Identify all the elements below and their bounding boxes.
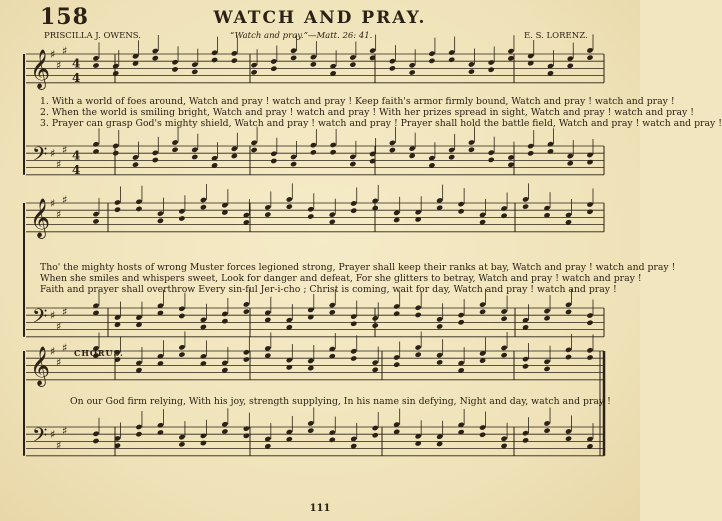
note-head (369, 47, 376, 53)
note-head (243, 349, 250, 355)
note-head (458, 208, 465, 214)
note-head (488, 67, 495, 73)
sharp-icon: ♯ (50, 345, 56, 358)
note-head (468, 147, 475, 153)
note-head (372, 322, 379, 328)
note-head (92, 141, 99, 147)
note-head (310, 142, 317, 148)
sharp-icon: ♯ (62, 143, 68, 157)
note-head (231, 153, 238, 159)
note-head (211, 57, 218, 63)
note-head (448, 57, 455, 63)
note-head (243, 433, 250, 439)
note-head (329, 219, 336, 225)
note-head (522, 196, 529, 202)
note-head (543, 315, 550, 321)
note-head (586, 159, 593, 165)
note-head (458, 201, 465, 207)
note-head (231, 57, 238, 63)
note-head (543, 359, 550, 365)
note-head (488, 59, 495, 65)
note-head (307, 427, 314, 433)
note-head (132, 161, 139, 167)
sharp-icon: ♯ (50, 197, 56, 210)
sharp-icon: ♯ (56, 58, 62, 72)
lyric-line: On our God firm relying, With his joy, strength supplying, In his name sin defying, Night and day, watch and pray ! (70, 396, 611, 407)
sharp-icon: ♯ (62, 44, 68, 58)
note-head (372, 432, 379, 438)
note-head (436, 316, 443, 322)
note-head (448, 49, 455, 55)
note-head (92, 431, 99, 437)
note-head (468, 61, 475, 67)
note-head (393, 311, 400, 317)
note-head (135, 424, 142, 430)
sharp-icon: ♯ (50, 428, 56, 442)
note-head (270, 158, 277, 164)
note-head (522, 430, 529, 436)
bass-clef-icon: 𝄢 (32, 304, 48, 333)
note-head (415, 344, 422, 350)
sharp-icon: ♯ (50, 48, 56, 61)
note-head (372, 315, 379, 321)
note-head (286, 203, 293, 209)
note-head (157, 210, 164, 216)
note-head (565, 435, 572, 441)
author-credit: PRISCILLA J. OWENS. (44, 31, 142, 41)
note-head (200, 433, 207, 439)
note-head (567, 160, 574, 166)
note-head (307, 206, 314, 212)
note-head (132, 154, 139, 160)
note-head (171, 139, 178, 145)
note-head (479, 424, 486, 430)
sharp-icon: ♯ (62, 193, 68, 207)
note-head (191, 61, 198, 67)
note-head (221, 421, 228, 427)
note-head (270, 65, 277, 71)
note-head (157, 422, 164, 428)
note-head (543, 366, 550, 372)
note-head (200, 197, 207, 203)
note-head (329, 302, 336, 308)
note-head (543, 420, 550, 426)
lyric-line: Faith and prayer shall overthrow Every sin-ful Jer-i-cho ; Christ is coming, wait for day, Watch and pray ! watch and pray ! (40, 284, 617, 295)
note-head (250, 140, 257, 146)
note-head (415, 305, 422, 311)
note-head (500, 443, 507, 449)
note-head (178, 313, 185, 319)
note-head (372, 367, 379, 373)
note-head (191, 147, 198, 153)
note-head (479, 301, 486, 307)
note-head (307, 213, 314, 219)
note-head (157, 429, 164, 435)
note-head (171, 59, 178, 65)
note-head (507, 48, 514, 54)
note-head (200, 360, 207, 366)
note-head (270, 151, 277, 157)
note-head (543, 308, 550, 314)
note-head (92, 218, 99, 224)
note-head (586, 47, 593, 53)
note-head (191, 69, 198, 75)
note-head (243, 356, 250, 362)
note-head (92, 148, 99, 154)
note-head (330, 149, 337, 155)
note-head (428, 58, 435, 64)
note-head (310, 61, 317, 67)
note-head (393, 361, 400, 367)
note-head (565, 309, 572, 315)
note-head (231, 50, 238, 56)
note-head (507, 154, 514, 160)
hymn-title: WATCH AND PRAY. (213, 8, 427, 28)
time-signature-bottom: 4 (72, 162, 81, 177)
note-head (448, 154, 455, 160)
time-signature-top: 4 (72, 148, 81, 163)
note-head (243, 308, 250, 314)
treble-clef-icon: 𝄞 (30, 345, 51, 386)
composer-credit: E. S. LORENZ. (524, 31, 588, 41)
note-head (211, 50, 218, 56)
note-head (114, 206, 121, 212)
note-head (307, 358, 314, 364)
note-head (479, 432, 486, 438)
note-head (507, 55, 514, 61)
note-head (500, 345, 507, 351)
note-head (290, 55, 297, 61)
treble-clef-icon: 𝄞 (30, 48, 51, 89)
note-head (479, 309, 486, 315)
note-head (350, 321, 357, 327)
note-head (152, 157, 159, 163)
note-head (436, 352, 443, 358)
note-head (290, 48, 297, 54)
note-head (135, 206, 142, 212)
note-head (307, 420, 314, 426)
note-head (586, 152, 593, 158)
chorus-label: CHORUS. (74, 348, 124, 358)
lyric-line: Tho' the mighty hosts of wrong Muster forces legioned strong, Prayer shall keep their ranks at bay, Watch and pray ! watch and pray ! (40, 262, 676, 273)
note-head (152, 55, 159, 61)
note-head (415, 351, 422, 357)
note-head (152, 150, 159, 156)
note-head (250, 69, 257, 75)
note-head (458, 312, 465, 318)
note-head (350, 348, 357, 354)
note-head (565, 347, 572, 353)
note-head (488, 149, 495, 155)
note-head (350, 207, 357, 213)
note-head (243, 425, 250, 431)
time-signature-top: 4 (72, 56, 81, 71)
sharp-icon: ♯ (56, 158, 62, 171)
lyric-line: 1. With a world of foes around, Watch and pray ! watch and pray ! Keep faith's armor firmly bound, Watch and pray ! watch and pray ! (40, 96, 675, 107)
sharp-icon: ♯ (56, 355, 62, 369)
note-head (372, 359, 379, 365)
sharp-icon: ♯ (62, 305, 68, 319)
note-head (586, 312, 593, 318)
note-head (415, 312, 422, 318)
note-head (527, 150, 534, 156)
lyric-line: 2. When the world is smiling bright, Watch and pray ! watch and pray ! With her prizes spread in sight, Watch and pray ! watch and pray ! (40, 107, 694, 118)
note-head (349, 61, 356, 67)
note-head (565, 354, 572, 360)
note-head (200, 440, 207, 446)
note-head (178, 344, 185, 350)
note-head (307, 365, 314, 371)
note-head (500, 205, 507, 211)
note-head (329, 211, 336, 217)
sharp-icon: ♯ (50, 309, 56, 323)
lyric-line: 3. Prayer can grasp God's mighty shield, Watch and pray ! watch and pray ! Prayer shall hold the battle field, Watch and pray ! watch and pray ! (40, 118, 722, 129)
note-head (178, 441, 185, 447)
note-head (178, 306, 185, 312)
note-head (393, 303, 400, 309)
chorus-lyrics (70, 396, 640, 407)
note-head (270, 58, 277, 64)
note-head (458, 319, 465, 325)
note-head (586, 54, 593, 60)
note-head (565, 428, 572, 434)
note-head (286, 196, 293, 202)
sharp-icon: ♯ (50, 147, 56, 161)
note-head (221, 318, 228, 324)
sharp-icon: ♯ (56, 207, 62, 221)
note-head (92, 211, 99, 217)
page-number: 111 (309, 503, 331, 514)
note-head (468, 68, 475, 74)
note-head (243, 301, 250, 307)
note-head (92, 55, 99, 61)
verse-block-1 (40, 96, 722, 129)
note-head (522, 203, 529, 209)
note-head (586, 354, 593, 360)
note-head (171, 147, 178, 153)
note-head (350, 200, 357, 206)
note-head (329, 437, 336, 443)
bass-clef-icon: 𝄢 (32, 423, 48, 452)
note-head (178, 434, 185, 440)
note-head (135, 431, 142, 437)
note-head (436, 359, 443, 365)
note-head (468, 139, 475, 145)
sharp-icon: ♯ (62, 341, 68, 355)
note-head (92, 62, 99, 68)
scripture-reference: “Watch and pray.”—Matt. 26: 41. (230, 31, 373, 41)
hymn-number: 158 (40, 4, 89, 30)
note-head (231, 146, 238, 152)
note-head (372, 425, 379, 431)
note-head (389, 147, 396, 153)
note-head (543, 427, 550, 433)
note-head (565, 302, 572, 308)
note-head (389, 58, 396, 64)
note-head (171, 66, 178, 72)
note-head (92, 438, 99, 444)
note-head (178, 215, 185, 221)
note-head (547, 141, 554, 147)
note-head (500, 308, 507, 314)
note-head (329, 309, 336, 315)
note-head (389, 140, 396, 146)
note-head (200, 353, 207, 359)
note-head (409, 62, 416, 68)
note-head (221, 311, 228, 317)
note-head (393, 354, 400, 360)
note-head (522, 363, 529, 369)
note-head (547, 148, 554, 154)
lyric-line: When she smiles and whispers sweet, Look for danger and defeat, For she glitters to betray, Watch and pray ! watch and pray ! (40, 273, 642, 284)
note-head (112, 150, 119, 156)
note-head (428, 50, 435, 56)
verse-block-2 (40, 262, 676, 295)
note-head (310, 54, 317, 60)
note-head (527, 143, 534, 149)
note-head (157, 218, 164, 224)
note-head (330, 142, 337, 148)
note-head (250, 147, 257, 153)
note-head (586, 209, 593, 215)
note-head (500, 352, 507, 358)
note-head (264, 204, 271, 210)
note-head (329, 429, 336, 435)
note-head (264, 211, 271, 217)
note-head (350, 355, 357, 361)
note-head (522, 437, 529, 443)
note-head (250, 62, 257, 68)
note-head (350, 313, 357, 319)
note-head (500, 436, 507, 442)
note-head (349, 154, 356, 160)
sharp-icon: ♯ (56, 439, 62, 452)
note-head (586, 320, 593, 326)
note-head (200, 204, 207, 210)
note-head (488, 157, 495, 163)
note-head (522, 356, 529, 362)
note-head (500, 213, 507, 219)
note-head (112, 143, 119, 149)
note-head (436, 323, 443, 329)
note-head (389, 65, 396, 71)
note-head (586, 201, 593, 207)
time-signature-bottom: 4 (72, 70, 81, 85)
note-head (290, 154, 297, 160)
note-head (586, 347, 593, 353)
note-head (178, 351, 185, 357)
note-head (114, 199, 121, 205)
note-head (191, 154, 198, 160)
note-head (290, 161, 297, 167)
note-head (135, 199, 142, 205)
note-head (349, 161, 356, 167)
bass-clef-icon: 𝄢 (32, 142, 48, 171)
note-head (178, 208, 185, 214)
sharp-icon: ♯ (56, 320, 62, 333)
note-head (152, 48, 159, 54)
note-head (507, 162, 514, 168)
note-head (448, 147, 455, 153)
treble-clef-icon: 𝄞 (30, 197, 51, 238)
note-head (409, 69, 416, 75)
note-head (310, 149, 317, 155)
sharp-icon: ♯ (62, 424, 68, 438)
note-head (567, 153, 574, 159)
note-head (221, 428, 228, 434)
note-head (349, 54, 356, 60)
note-head (500, 316, 507, 322)
